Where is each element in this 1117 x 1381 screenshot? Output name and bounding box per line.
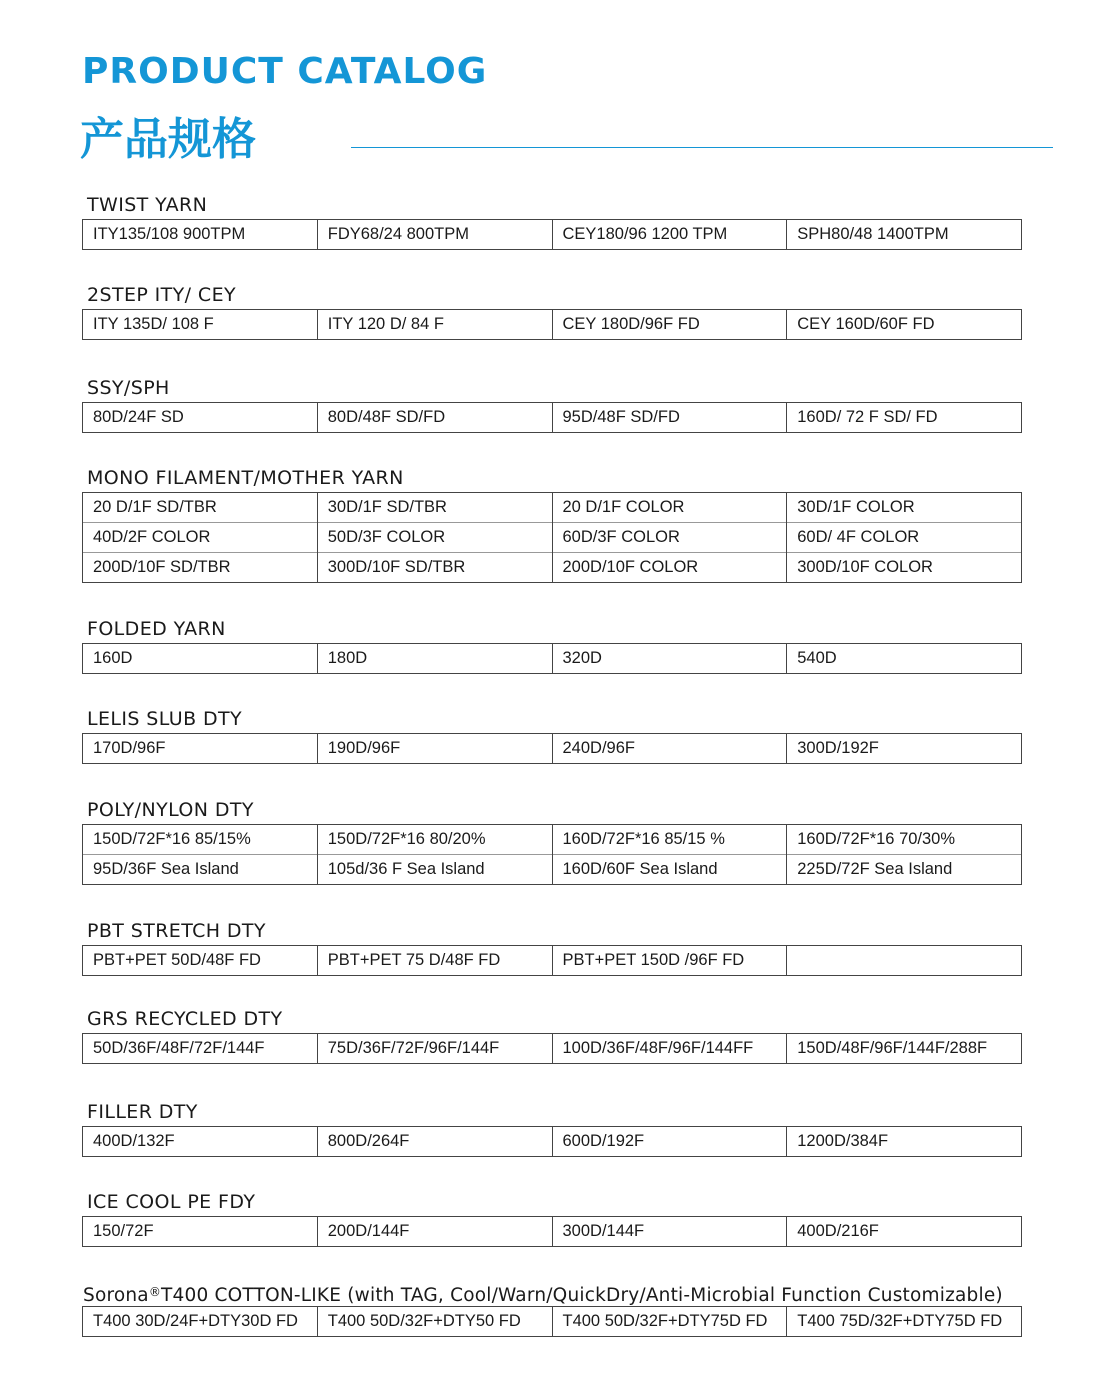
table-cell: 170D/96F xyxy=(83,734,318,764)
table-cell: 180D xyxy=(317,644,552,674)
table-cell: 400D/216F xyxy=(787,1217,1022,1247)
table-cell: SPH80/48 1400TPM xyxy=(787,220,1022,250)
table-cell: 800D/264F xyxy=(317,1127,552,1157)
table-cell: 160D/72F*16 85/15 % xyxy=(552,825,787,855)
table-cell: 95D/36F Sea Island xyxy=(83,855,318,885)
table-row xyxy=(83,403,1022,433)
table-cell: 30D/1F COLOR xyxy=(787,493,1022,523)
table-cell: 95D/48F SD/FD xyxy=(552,403,787,433)
spec-table xyxy=(82,492,1022,583)
spec-table xyxy=(82,402,1022,433)
table-cell: PBT+PET 150D /96F FD xyxy=(552,946,787,976)
table-cell: 150D/72F*16 80/20% xyxy=(317,825,552,855)
table-cell: 320D xyxy=(552,644,787,674)
table-row xyxy=(83,523,1022,553)
section-filler-dty xyxy=(82,1098,1022,1157)
table-row xyxy=(83,1217,1022,1247)
table-cell: ITY 135D/ 108 F xyxy=(83,310,318,340)
spec-table xyxy=(82,643,1022,674)
table-row xyxy=(83,220,1022,250)
table-cell: 50D/3F COLOR xyxy=(317,523,552,553)
registered-mark: ® xyxy=(148,1285,162,1299)
table-cell: PBT+PET 50D/48F FD xyxy=(83,946,318,976)
section-heading: GRS RECYCLED DTY xyxy=(87,1008,283,1030)
page-title-en: PRODUCT CATALOG xyxy=(82,51,488,92)
section-grs-recycled-dty xyxy=(82,1005,1022,1064)
table-cell: 150/72F xyxy=(83,1217,318,1247)
section-heading: SSY/SPH xyxy=(87,377,170,399)
section-ice-cool-pe-fdy xyxy=(82,1188,1022,1247)
section-heading: ICE COOL PE FDY xyxy=(87,1191,256,1213)
table-cell: 160D/ 72 F SD/ FD xyxy=(787,403,1022,433)
table-cell: CEY180/96 1200 TPM xyxy=(552,220,787,250)
table-cell: 300D/10F SD/TBR xyxy=(317,553,552,583)
section-heading: TWIST YARN xyxy=(87,194,208,216)
table-cell: 105d/36 F Sea Island xyxy=(317,855,552,885)
section-mono-filament xyxy=(82,464,1022,583)
table-cell: 80D/24F SD xyxy=(83,403,318,433)
table-cell: 20 D/1F COLOR xyxy=(552,493,787,523)
spec-table xyxy=(82,309,1022,340)
spec-table xyxy=(82,1033,1022,1064)
section-lelis-slub-dty xyxy=(82,705,1022,764)
section-heading: 2STEP ITY/ CEY xyxy=(87,284,236,306)
table-cell: T400 50D/32F+DTY50 FD xyxy=(317,1307,552,1337)
table-cell: CEY 160D/60F FD xyxy=(787,310,1022,340)
section-pbt-stretch-dty xyxy=(82,917,1022,976)
section-heading-text: T400 COTTON-LIKE (with TAG, Cool/Warn/QuickDry/Anti-Microbial Function Customizable) xyxy=(161,1285,1003,1306)
section-poly-nylon-dty xyxy=(82,796,1022,885)
table-cell: 300D/192F xyxy=(787,734,1022,764)
table-cell: 60D/3F COLOR xyxy=(552,523,787,553)
table-cell: 50D/36F/48F/72F/144F xyxy=(83,1034,318,1064)
table-row xyxy=(83,644,1022,674)
section-heading xyxy=(82,1278,1022,1306)
section-2step-ity-cey xyxy=(82,281,1022,340)
table-cell: 60D/ 4F COLOR xyxy=(787,523,1022,553)
table-row xyxy=(83,855,1022,885)
table-cell: 300D/144F xyxy=(552,1217,787,1247)
table-cell: ITY135/108 900TPM xyxy=(83,220,318,250)
section-twist-yarn xyxy=(82,191,1022,250)
spec-table xyxy=(82,945,1022,976)
section-sorona-t400 xyxy=(82,1278,1022,1337)
section-heading: MONO FILAMENT/MOTHER YARN xyxy=(87,467,404,489)
table-cell: T400 75D/32F+DTY75D FD xyxy=(787,1307,1022,1337)
section-heading: FILLER DTY xyxy=(87,1101,198,1123)
table-cell: T400 50D/32F+DTY75D FD xyxy=(552,1307,787,1337)
table-cell: 600D/192F xyxy=(552,1127,787,1157)
table-cell xyxy=(787,946,1022,976)
spec-table xyxy=(82,733,1022,764)
brand-name: Sorona xyxy=(83,1285,149,1306)
section-folded-yarn xyxy=(82,615,1022,674)
table-cell: 20 D/1F SD/TBR xyxy=(83,493,318,523)
table-cell: 1200D/384F xyxy=(787,1127,1022,1157)
table-row xyxy=(83,310,1022,340)
table-cell: 400D/132F xyxy=(83,1127,318,1157)
table-cell: 200D/10F SD/TBR xyxy=(83,553,318,583)
table-cell: 160D/60F Sea Island xyxy=(552,855,787,885)
table-cell: 200D/10F COLOR xyxy=(552,553,787,583)
table-row xyxy=(83,493,1022,523)
table-cell: 40D/2F COLOR xyxy=(83,523,318,553)
page-title-cn: 产品规格 xyxy=(80,114,256,165)
table-cell: 150D/72F*16 85/15% xyxy=(83,825,318,855)
spec-table xyxy=(82,219,1022,250)
table-cell: 200D/144F xyxy=(317,1217,552,1247)
section-heading: LELIS SLUB DTY xyxy=(87,708,243,730)
table-row xyxy=(83,1034,1022,1064)
table-row xyxy=(83,1127,1022,1157)
spec-table xyxy=(82,1216,1022,1247)
table-cell: 30D/1F SD/TBR xyxy=(317,493,552,523)
table-cell: FDY68/24 800TPM xyxy=(317,220,552,250)
table-row xyxy=(83,825,1022,855)
section-heading: PBT STRETCH DTY xyxy=(87,920,266,942)
table-cell: PBT+PET 75 D/48F FD xyxy=(317,946,552,976)
table-cell: CEY 180D/96F FD xyxy=(552,310,787,340)
table-row xyxy=(83,553,1022,583)
table-row xyxy=(83,1307,1022,1337)
spec-table xyxy=(82,1306,1022,1337)
table-cell: 150D/48F/96F/144F/288F xyxy=(787,1034,1022,1064)
section-heading: POLY/NYLON DTY xyxy=(87,799,254,821)
spec-table xyxy=(82,824,1022,885)
section-heading: FOLDED YARN xyxy=(87,618,226,640)
table-row xyxy=(83,734,1022,764)
section-ssy-sph xyxy=(82,374,1022,433)
table-cell: 300D/10F COLOR xyxy=(787,553,1022,583)
spec-table xyxy=(82,1126,1022,1157)
table-cell: 100D/36F/48F/96F/144FF xyxy=(552,1034,787,1064)
table-cell: 240D/96F xyxy=(552,734,787,764)
table-cell: 160D/72F*16 70/30% xyxy=(787,825,1022,855)
title-divider xyxy=(351,147,1053,148)
table-cell: ITY 120 D/ 84 F xyxy=(317,310,552,340)
table-row xyxy=(83,946,1022,976)
table-cell: 80D/48F SD/FD xyxy=(317,403,552,433)
table-cell: T400 30D/24F+DTY30D FD xyxy=(83,1307,318,1337)
table-cell: 190D/96F xyxy=(317,734,552,764)
table-cell: 75D/36F/72F/96F/144F xyxy=(317,1034,552,1064)
table-cell: 160D xyxy=(83,644,318,674)
table-cell: 540D xyxy=(787,644,1022,674)
table-cell: 225D/72F Sea Island xyxy=(787,855,1022,885)
